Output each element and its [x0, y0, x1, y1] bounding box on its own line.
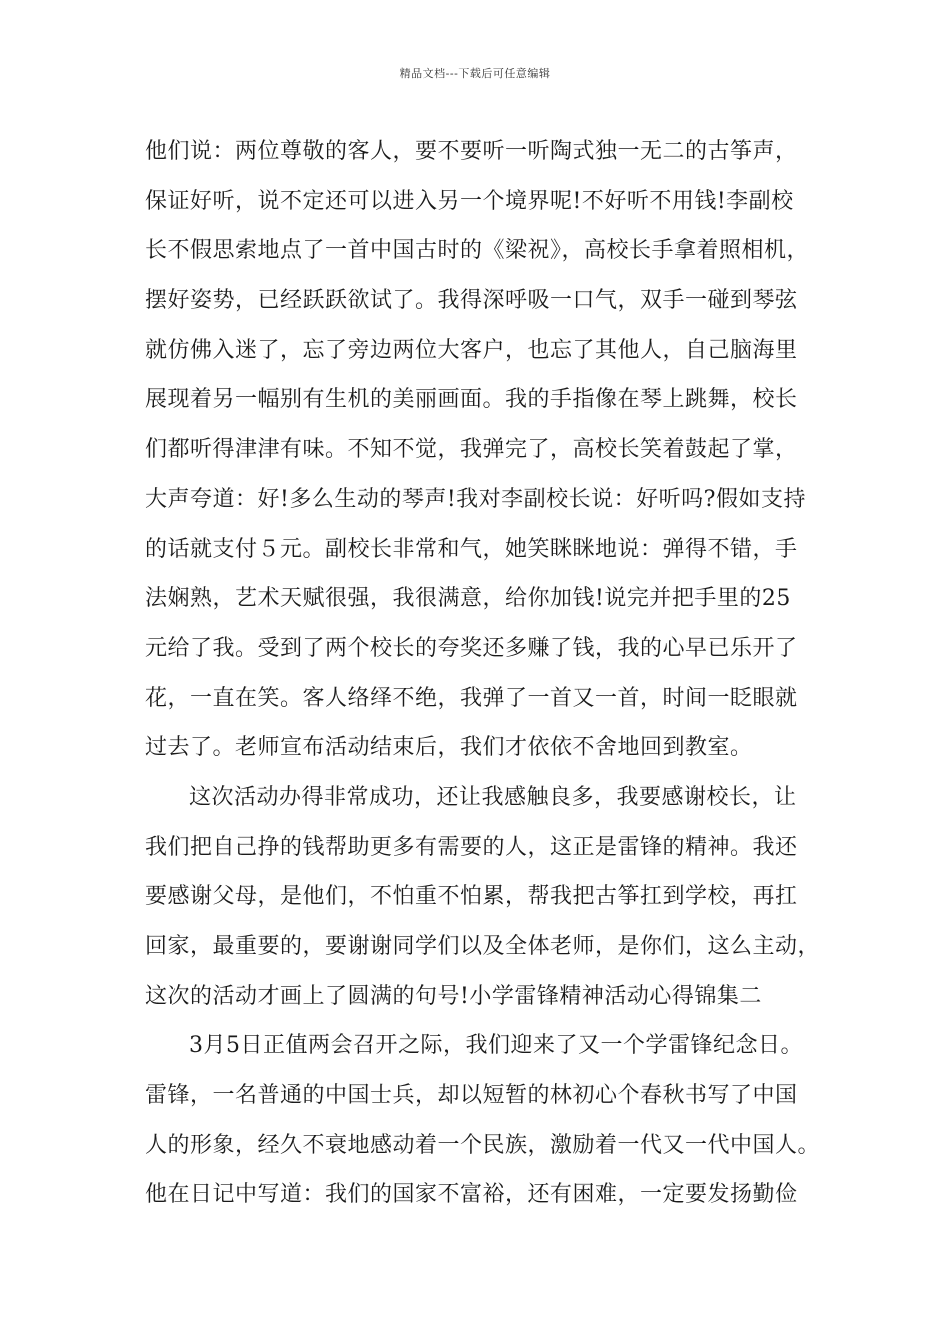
- text-line: 要感谢父母，是他们，不怕重不怕累，帮我把古筝扛到学校，再扛: [145, 884, 798, 910]
- page-header: 精品文档---下载后可任意编辑: [399, 67, 551, 80]
- text-line: 这次的活动才画上了圆满的句号!小学雷锋精神活动心得锦集二: [145, 983, 762, 1009]
- text-line: 长不假思索地点了一首中国古时的《梁祝》，高校长手拿着照相机，: [145, 238, 810, 264]
- text-line: 们都听得津津有味。不知不觉，我弹完了，高校长笑着鼓起了掌，: [145, 437, 798, 463]
- text-line: 法娴熟，艺术天赋很强，我很满意，给你加钱!说完并把手里的25: [145, 586, 791, 612]
- paragraph-start-line: 这次活动办得非常成功，还让我感触良多，我要感谢校长，让: [189, 784, 797, 810]
- paragraph-start-line: 3月5日正值两会召开之际，我们迎来了又一个学雷锋纪念日。: [189, 1033, 803, 1059]
- text-line: 摆好姿势，已经跃跃欲试了。我得深呼吸一口气，双手一碰到琴弦: [145, 288, 798, 314]
- text-line: 大声夸道：好!多么生动的琴声!我对李副校长说：好听吗?假如支持: [145, 486, 806, 512]
- text-line: 人的形象，经久不衰地感动着一个民族，激励着一代又一代中国人。: [145, 1132, 821, 1158]
- text-line: 我们把自己挣的钱帮助更多有需要的人，这正是雷锋的精神。我还: [145, 834, 798, 860]
- text-line: 他在日记中写道：我们的国家不富裕，还有困难，一定要发扬勤俭: [145, 1182, 798, 1208]
- text-line: 过去了。老师宣布活动结束后，我们才依依不舍地回到教室。: [145, 735, 753, 761]
- text-line: 回家，最重要的，要谢谢同学们以及全体老师，是你们，这么主动，: [145, 934, 821, 959]
- text-line: 他们说：两位尊敬的客人，要不要听一听陶式独一无二的古筝声，: [145, 139, 798, 164]
- text-line: 花，一直在笑。客人络绎不绝，我弹了一首又一首，时间一眨眼就: [145, 685, 798, 711]
- text-line: 雷锋，一名普通的中国士兵，却以短暂的林初心个春秋书写了中国: [145, 1083, 798, 1109]
- text-line: 元给了我。受到了两个校长的夸奖还多赚了钱，我的心早已乐开了: [145, 635, 798, 661]
- text-line: 保证好听，说不定还可以进入另一个境界呢!不好听不用钱!李副校: [145, 188, 794, 214]
- text-line: 的话就支付５元。副校长非常和气，她笑眯眯地说：弹得不错，手: [145, 536, 798, 562]
- document-body: [145, 127, 821, 1220]
- text-line: 就仿佛入迷了，忘了旁边两位大客户，也忘了其他人，自己脑海里: [145, 337, 798, 363]
- text-line: 展现着另一幅别有生机的美丽画面。我的手指像在琴上跳舞，校长: [145, 387, 798, 413]
